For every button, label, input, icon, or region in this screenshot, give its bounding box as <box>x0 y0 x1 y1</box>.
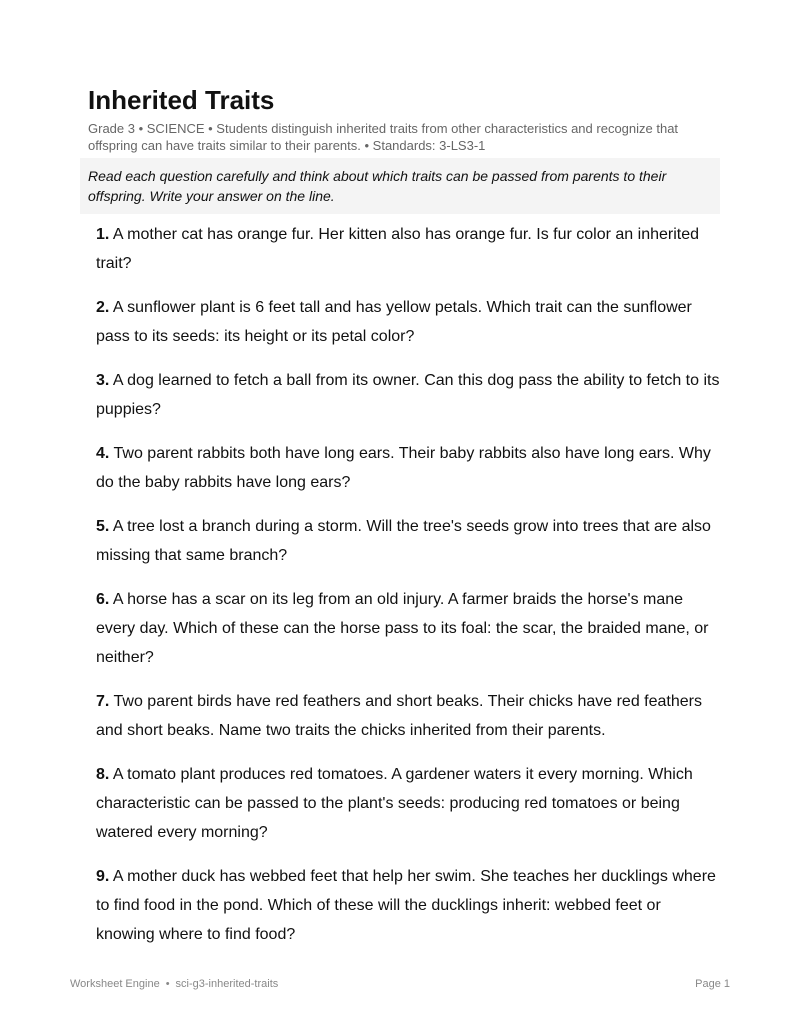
question-text: A mother cat has orange fur. Her kitten also has orange fur. Is fur color an inherited trait? <box>96 226 700 272</box>
question-text: Two parent birds have red feathers and short beaks. Their chicks have red feathers and short beaks. Name two traits the chicks inherited from their parents. <box>96 693 702 739</box>
footer-separator: • <box>165 978 170 990</box>
question-number: 1. <box>96 226 110 243</box>
page-title: Inherited Traits <box>88 85 275 115</box>
question-item <box>96 585 720 672</box>
question-item <box>96 293 720 351</box>
question-number: 7. <box>96 693 110 710</box>
footer-engine: Worksheet Engine <box>70 978 160 990</box>
question-item <box>96 760 720 847</box>
instructions-box: Read each question carefully and think about which traits can be passed from parents to their offspring. Write your answer on the line. <box>80 158 720 214</box>
footer-doc-id: sci-g3-inherited-traits <box>175 978 279 990</box>
footer-source <box>70 978 278 990</box>
question-item <box>96 862 720 949</box>
question-number: 6. <box>96 591 110 608</box>
question-item <box>96 439 720 497</box>
question-number: 9. <box>96 868 110 885</box>
question-text: Two parent rabbits both have long ears. Their baby rabbits also have long ears. Why do the baby rabbits have long ears? <box>96 445 711 491</box>
question-text: A tree lost a branch during a storm. Will the tree's seeds grow into trees that are also missing that same branch? <box>96 518 711 564</box>
question-item <box>96 687 720 745</box>
page-number: Page 1 <box>695 978 730 990</box>
question-number: 8. <box>96 766 110 783</box>
question-item <box>96 220 720 278</box>
question-item <box>96 366 720 424</box>
question-number: 4. <box>96 445 110 462</box>
question-text: A dog learned to fetch a ball from its owner. Can this dog pass the ability to fetch to its puppies? <box>96 372 720 418</box>
worksheet-meta: Grade 3 • SCIENCE • Students distinguish inherited traits from other characteristics and recognize that offspring can have traits similar to their parents. • Standards: 3-LS3-1 <box>88 121 679 153</box>
question-item <box>96 512 720 570</box>
question-text: A tomato plant produces red tomatoes. A gardener waters it every morning. Which characteristic can be passed to the plant's seeds: producing red tomatoes or being watered every morning? <box>96 766 693 841</box>
question-text: A horse has a scar on its leg from an old injury. A farmer braids the horse's mane every day. Which of these can the horse pass to its foal: the scar, the braided mane, or neither? <box>96 591 709 666</box>
question-number: 3. <box>96 372 110 389</box>
question-list <box>96 220 720 964</box>
question-text: A mother duck has webbed feet that help her swim. She teaches her ducklings where to find food in the pond. Which of these will the ducklings inherit: webbed feet or knowing where to find food? <box>96 868 716 943</box>
question-text: A sunflower plant is 6 feet tall and has yellow petals. Which trait can the sunflower pass to its seeds: its height or its petal color? <box>96 299 692 345</box>
question-number: 2. <box>96 299 110 316</box>
question-number: 5. <box>96 518 110 535</box>
